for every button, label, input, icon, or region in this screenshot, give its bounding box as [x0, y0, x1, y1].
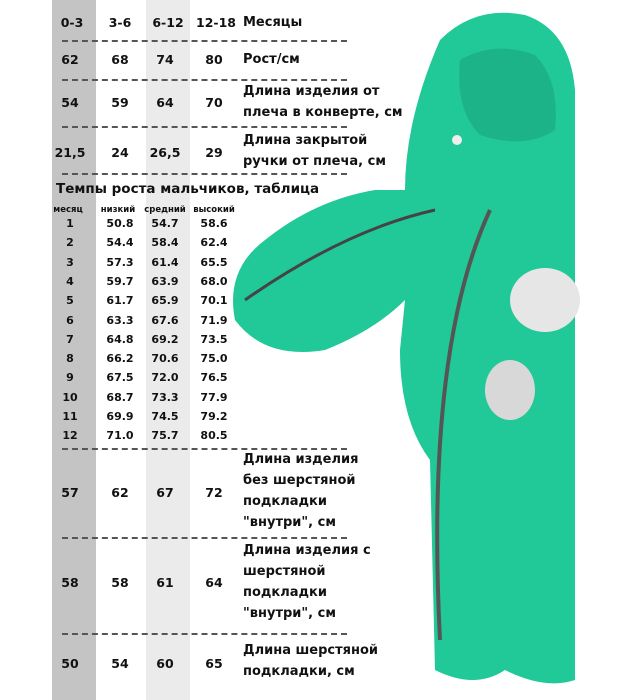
growth-cell: 67.5	[106, 371, 134, 385]
size-value: 64	[156, 95, 174, 110]
size-value: 58	[61, 575, 79, 590]
size-row-label	[243, 81, 403, 123]
size-header-label: Месяцы	[243, 15, 303, 30]
divider	[62, 173, 347, 175]
growth-cell: 67.6	[151, 313, 179, 327]
growth-cell: 57.3	[106, 255, 134, 269]
growth-cell: 54.4	[106, 236, 134, 250]
growth-cell: 1	[66, 217, 74, 230]
label-line: подкладки	[243, 585, 327, 600]
growth-cell: 69.9	[106, 410, 134, 423]
size-row-label	[243, 640, 378, 682]
label-line: Рост/см	[243, 52, 300, 67]
growth-cell: 7	[66, 332, 74, 346]
divider	[62, 126, 347, 128]
size-col-3: 12-18	[196, 15, 236, 30]
growth-cell: 72.0	[151, 371, 179, 385]
size-row-label	[243, 49, 300, 70]
growth-cell: 66.2	[106, 352, 134, 366]
growth-cell: 63.3	[106, 313, 134, 327]
growth-cell: 58.6	[200, 217, 228, 230]
label-line: "внутри", см	[243, 515, 336, 530]
growth-cell: 61.7	[106, 294, 134, 308]
growth-table-title: Темпы роста мальчиков, таблица	[56, 181, 320, 197]
growth-col-low: низкий	[100, 205, 136, 215]
size-value: 29	[205, 145, 223, 160]
growth-cell: 62.4	[200, 236, 228, 250]
size-value: 24	[111, 145, 129, 160]
growth-cell: 9	[66, 371, 74, 385]
size-row-label	[243, 540, 371, 624]
size-value: 50	[61, 656, 79, 671]
size-value: 65	[205, 656, 223, 671]
divider	[62, 40, 347, 42]
growth-col-month: месяц	[53, 205, 83, 215]
size-value: 58	[111, 575, 129, 590]
growth-cell: 80.5	[200, 429, 228, 443]
growth-cell: 4	[66, 274, 74, 288]
label-line: подкладки, см	[243, 664, 355, 679]
label-line: Длина изделия с	[243, 543, 371, 558]
growth-cell: 76.5	[200, 371, 228, 385]
growth-cell: 68.0	[200, 274, 228, 288]
growth-cell: 65.9	[151, 294, 179, 308]
growth-cell: 68.7	[106, 390, 134, 404]
growth-cell: 79.2	[200, 410, 228, 423]
growth-cell: 10	[62, 390, 78, 404]
size-value: 54	[111, 656, 129, 671]
growth-cell: 50.8	[106, 217, 134, 230]
size-value: 70	[205, 95, 223, 110]
label-line: "внутри", см	[243, 606, 336, 621]
growth-cell: 11	[62, 410, 78, 423]
growth-cell: 69.2	[151, 332, 179, 346]
size-value: 74	[156, 52, 174, 67]
label-line: подкладки	[243, 494, 327, 509]
growth-cell: 12	[62, 429, 78, 443]
growth-cell: 70.1	[200, 294, 228, 308]
label-line: без шерстяной	[243, 473, 356, 488]
growth-cell: 8	[66, 352, 74, 366]
label-line: ручки от плеча, см	[243, 154, 386, 169]
size-value: 64	[205, 575, 223, 590]
label-line: Длина изделия от	[243, 84, 380, 99]
label-line: Длина шерстяной	[243, 643, 379, 658]
size-value: 62	[61, 52, 79, 67]
growth-cell: 74.5	[151, 410, 179, 423]
size-col-0: 0-3	[60, 15, 84, 30]
size-value: 54	[61, 95, 79, 110]
growth-cell: 71.9	[200, 313, 228, 327]
growth-cell: 77.9	[200, 390, 228, 404]
label-line: шерстяной	[243, 564, 326, 579]
size-value: 26,5	[149, 145, 181, 160]
size-row-label	[243, 130, 386, 172]
size-value: 67	[156, 485, 174, 500]
growth-cell: 59.7	[106, 274, 134, 288]
size-value: 60	[156, 656, 174, 671]
growth-cell: 65.5	[200, 255, 228, 269]
size-value: 61	[156, 575, 174, 590]
growth-cell: 54.7	[151, 217, 179, 230]
growth-cell: 5	[66, 294, 74, 308]
size-value: 68	[111, 52, 129, 67]
label-line: плеча в конверте, см	[243, 105, 403, 120]
growth-cell: 61.4	[151, 255, 179, 269]
size-value: 57	[61, 485, 79, 500]
size-value: 80	[205, 52, 223, 67]
growth-cell: 75.0	[200, 352, 228, 366]
size-value: 62	[111, 485, 129, 500]
size-col-1: 3-6	[108, 15, 132, 30]
size-value: 59	[111, 95, 129, 110]
growth-cell: 6	[66, 313, 74, 327]
size-value: 21,5	[54, 145, 86, 160]
growth-cell: 73.3	[151, 390, 179, 404]
growth-cell: 71.0	[106, 429, 134, 443]
growth-cell: 58.4	[151, 236, 179, 250]
growth-col-mid: средний	[144, 205, 186, 215]
growth-col-high: высокий	[193, 205, 235, 215]
label-line: Длина изделия	[243, 452, 359, 467]
growth-cell: 2	[66, 236, 74, 250]
label-line: Длина закрытой	[243, 133, 368, 148]
growth-cell: 63.9	[151, 274, 179, 288]
divider	[62, 633, 347, 635]
size-col-2: 6-12	[152, 15, 184, 30]
growth-cell: 64.8	[106, 332, 134, 346]
size-row-label	[243, 449, 358, 533]
growth-cell: 3	[66, 255, 74, 269]
growth-cell: 70.6	[151, 352, 179, 366]
divider	[62, 537, 347, 539]
growth-cell: 73.5	[200, 332, 228, 346]
size-value: 72	[205, 485, 223, 500]
growth-cell: 75.7	[151, 429, 179, 443]
